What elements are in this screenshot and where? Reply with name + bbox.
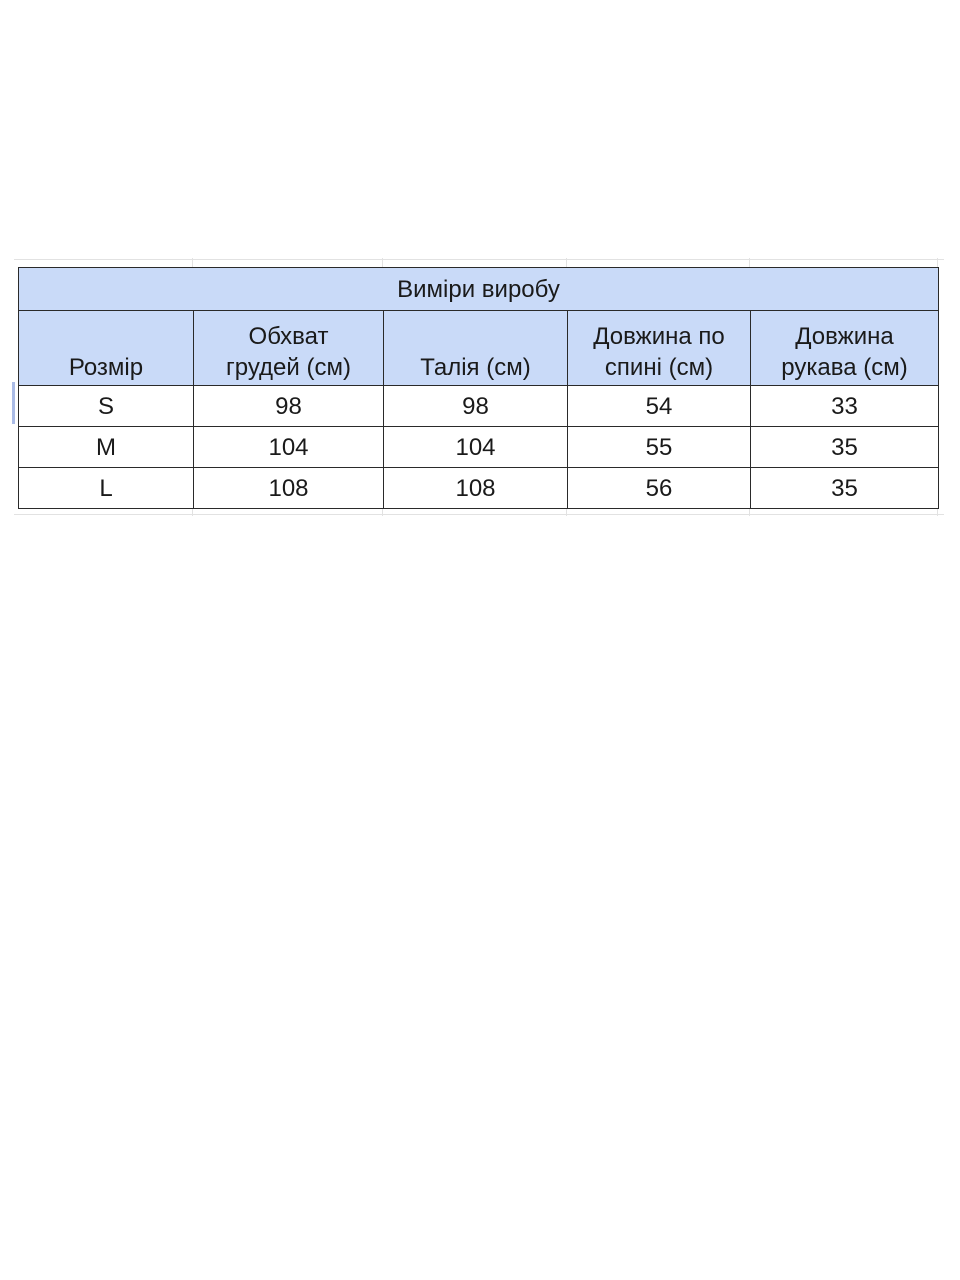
table-cell[interactable]: 104 [384,427,568,468]
selected-row-indicator [12,382,15,424]
header-text: Обхват [248,323,329,350]
table-title[interactable] [19,268,939,311]
header-text: грудей (см) [226,354,351,381]
header-text: Талія (см) [420,354,531,381]
table-row [19,427,939,468]
title-row [19,268,939,311]
header-cell-chest[interactable] [194,311,384,386]
size-chart-table [18,267,939,509]
table-cell[interactable]: 98 [194,386,384,427]
header-cell-back-length[interactable] [568,311,751,386]
table-cell[interactable]: S [19,386,194,427]
header-row [19,311,939,386]
header-text: Розмір [68,354,144,381]
table-row [19,468,939,509]
header-cell-sleeve-length[interactable] [751,311,939,386]
header-text: рукава (см) [781,354,908,381]
table-cell[interactable]: 56 [568,468,751,509]
table-cell[interactable]: L [19,468,194,509]
header-text: спині (см) [604,354,714,381]
table-cell[interactable]: 108 [194,468,384,509]
header-cell-waist[interactable] [384,311,568,386]
table-cell[interactable]: 98 [384,386,568,427]
table-cell[interactable]: 104 [194,427,384,468]
gridline [14,259,944,260]
header-text: Довжина [795,323,894,350]
header-cell-size[interactable] [19,311,194,386]
table-cell[interactable]: 33 [751,386,939,427]
gridline [14,514,944,515]
table-cell[interactable]: 54 [568,386,751,427]
table-cell[interactable]: 55 [568,427,751,468]
table-cell[interactable]: 35 [751,427,939,468]
table-cell[interactable]: M [19,427,194,468]
table-row [19,386,939,427]
table-cell[interactable]: 108 [384,468,568,509]
table-title-text: Виміри виробу [397,275,560,303]
table-cell[interactable]: 35 [751,468,939,509]
header-text: Довжина по [593,323,725,350]
